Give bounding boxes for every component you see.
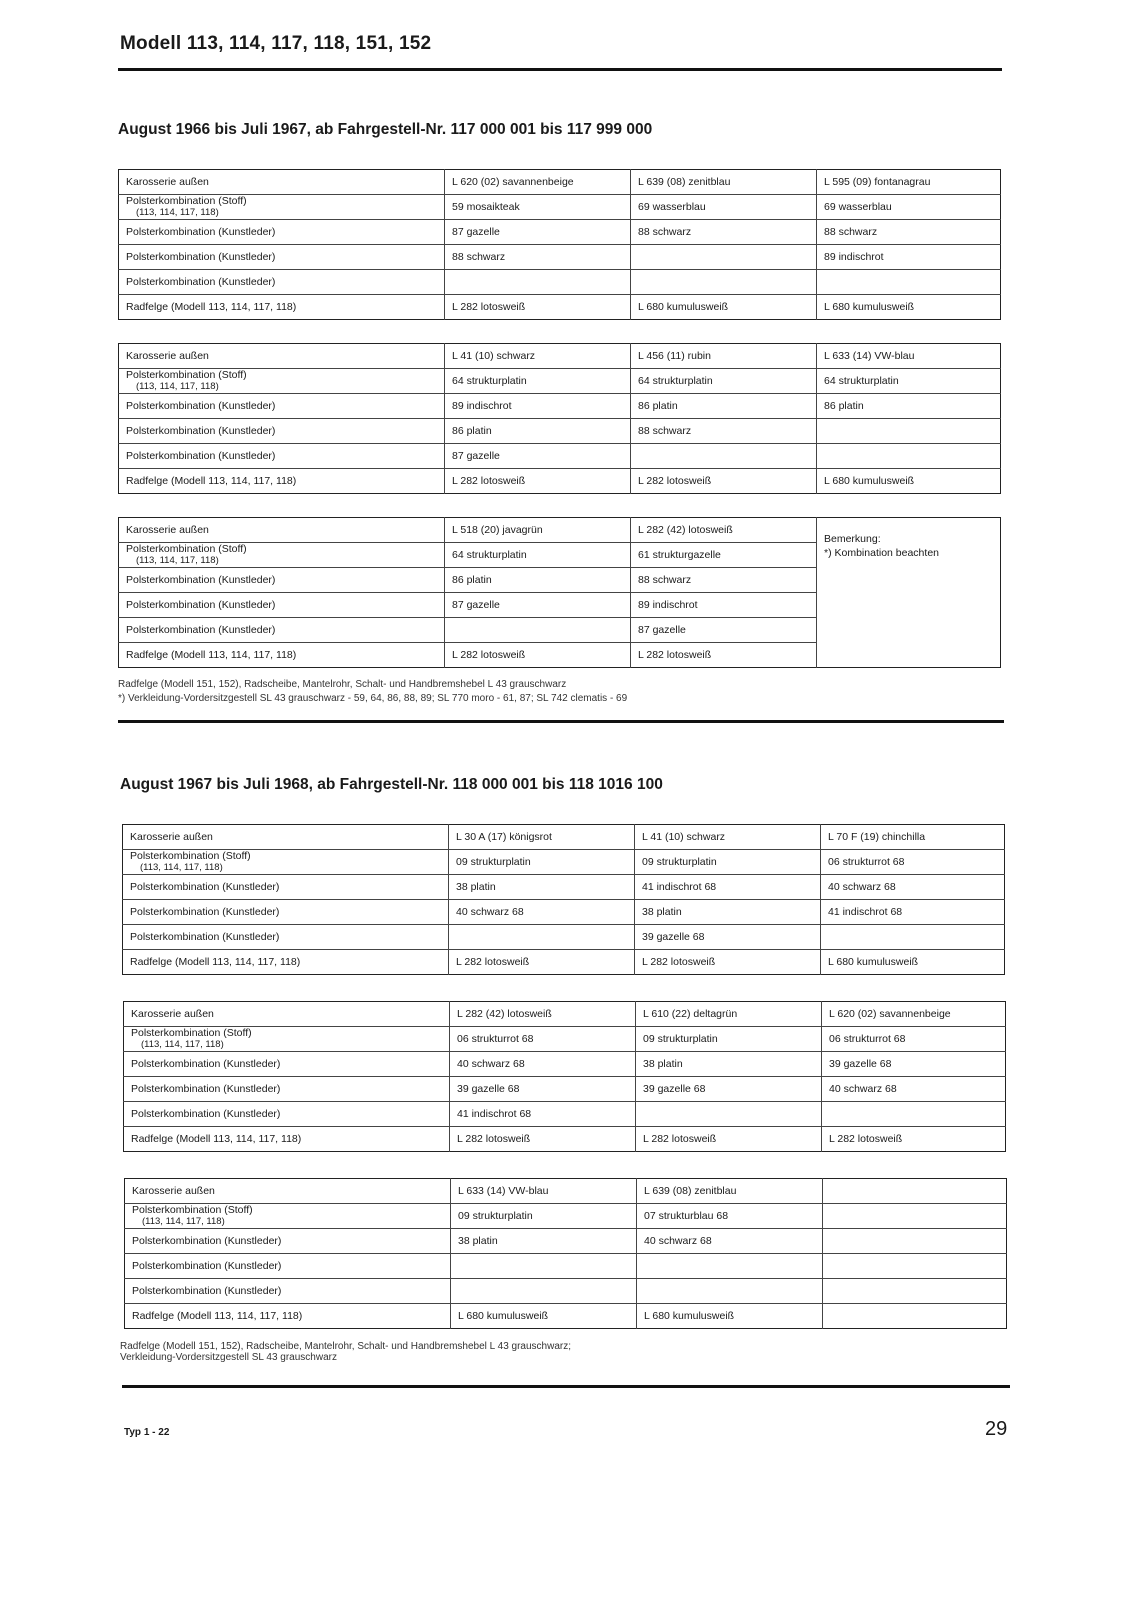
row-label (119, 518, 445, 543)
table-cell: 41 indischrot 68 (635, 875, 821, 900)
table-row (119, 469, 1001, 494)
row-label-models: (113, 114, 117, 118) (141, 1039, 224, 1050)
remark-cell (817, 518, 1001, 668)
table-cell: L 639 (08) zenitblau (637, 1179, 823, 1204)
row-label-text: Radfelge (Modell 113, 114, 117, 118) (130, 955, 301, 968)
row-label (125, 1229, 451, 1254)
table-cell: L 680 kumulusweiß (631, 295, 817, 320)
table-cell (637, 1254, 823, 1279)
row-label (124, 1027, 450, 1052)
table-cell: 40 schwarz 68 (449, 900, 635, 925)
row-label (123, 825, 449, 850)
table-cell: L 282 (42) lotosweiß (631, 518, 817, 543)
row-label-text: Radfelge (Modell 113, 114, 117, 118) (132, 1309, 303, 1322)
table-cell: L 456 (11) rubin (631, 344, 817, 369)
table-cell: L 518 (20) javagrün (445, 518, 631, 543)
row-label-text: Polsterkombination (Kunstleder) (132, 1234, 282, 1247)
table-cell: 86 platin (445, 568, 631, 593)
row-label (119, 618, 445, 643)
table-cell (449, 925, 635, 950)
footnote: Radfelge (Modell 151, 152), Radscheibe, Mantelrohr, Schalt- und Handbremshebel L 43 grauschwarz (118, 679, 567, 690)
table-row (119, 220, 1001, 245)
header-rule (118, 68, 1002, 71)
row-label-text: Polsterkombination (Kunstleder) (131, 1082, 281, 1095)
table-row (125, 1229, 1007, 1254)
section-rule (118, 720, 1004, 723)
row-label-text: Polsterkombination (Stoff) (131, 1027, 252, 1039)
row-label (123, 850, 449, 875)
table-row (125, 1179, 1007, 1204)
color-table (122, 824, 1005, 975)
table-cell: L 282 lotosweiß (445, 643, 631, 668)
table-row (125, 1204, 1007, 1229)
table-row (119, 295, 1001, 320)
table-row (123, 850, 1005, 875)
table-cell: 88 schwarz (445, 245, 631, 270)
row-label-models: (113, 114, 117, 118) (140, 862, 223, 873)
color-table (118, 343, 1001, 494)
row-label (124, 1127, 450, 1152)
table-cell: L 595 (09) fontanagrau (817, 170, 1001, 195)
table-row (123, 875, 1005, 900)
table-row (125, 1254, 1007, 1279)
row-label-text: Radfelge (Modell 113, 114, 117, 118) (126, 648, 297, 661)
color-table (118, 169, 1001, 320)
table-cell: L 282 lotosweiß (822, 1127, 1006, 1152)
table-cell: 88 schwarz (631, 419, 817, 444)
table-row (119, 344, 1001, 369)
table-cell: 87 gazelle (631, 618, 817, 643)
table-row (119, 195, 1001, 220)
row-label-text: Radfelge (Modell 113, 114, 117, 118) (126, 474, 297, 487)
row-label-text: Polsterkombination (Stoff) (126, 195, 247, 207)
remark-title: Bemerkung: (824, 533, 881, 545)
table-row (124, 1002, 1006, 1027)
table-row (124, 1027, 1006, 1052)
row-label (119, 270, 445, 295)
table-cell (823, 1204, 1007, 1229)
table-cell: L 282 lotosweiß (450, 1127, 636, 1152)
row-label-text: Polsterkombination (Kunstleder) (126, 399, 276, 412)
row-label-text: Polsterkombination (Kunstleder) (132, 1259, 282, 1272)
table-cell (823, 1229, 1007, 1254)
table-cell (821, 925, 1005, 950)
table-cell: 41 indischrot 68 (821, 900, 1005, 925)
table-row (123, 950, 1005, 975)
color-table (124, 1178, 1007, 1329)
row-label (119, 568, 445, 593)
row-label-text: Polsterkombination (Stoff) (126, 543, 247, 555)
table-cell (445, 270, 631, 295)
row-label (123, 950, 449, 975)
table-cell: 09 strukturplatin (451, 1204, 637, 1229)
row-label-text: Polsterkombination (Kunstleder) (130, 905, 280, 918)
row-label-text: Polsterkombination (Stoff) (130, 850, 251, 862)
table-cell: L 70 F (19) chinchilla (821, 825, 1005, 850)
table-cell: L 282 lotosweiß (445, 295, 631, 320)
table-cell: 69 wasserblau (631, 195, 817, 220)
row-label (119, 245, 445, 270)
table-cell: 61 strukturgazelle (631, 543, 817, 568)
table-cell (636, 1102, 822, 1127)
row-label (119, 220, 445, 245)
row-label (123, 900, 449, 925)
table-row (123, 825, 1005, 850)
row-label (119, 170, 445, 195)
table-cell: L 41 (10) schwarz (635, 825, 821, 850)
table-cell: 64 strukturplatin (445, 369, 631, 394)
row-label-text: Karosserie außen (132, 1184, 215, 1197)
row-label-text: Radfelge (Modell 113, 114, 117, 118) (131, 1132, 302, 1145)
table-cell: L 680 kumulusweiß (817, 469, 1001, 494)
row-label (119, 195, 445, 220)
table-cell: 06 strukturrot 68 (450, 1027, 636, 1052)
section-rule (122, 1385, 1010, 1388)
table-cell: 86 platin (445, 419, 631, 444)
row-label-text: Polsterkombination (Kunstleder) (126, 275, 276, 288)
table-row (124, 1102, 1006, 1127)
table-row (119, 444, 1001, 469)
table-cell: L 633 (14) VW-blau (817, 344, 1001, 369)
table-row (119, 270, 1001, 295)
row-label-text: Karosserie außen (130, 830, 213, 843)
table-row (125, 1304, 1007, 1329)
table-cell: 88 schwarz (631, 568, 817, 593)
table-cell (817, 444, 1001, 469)
table-cell: 39 gazelle 68 (822, 1052, 1006, 1077)
row-label (119, 295, 445, 320)
table-cell (822, 1102, 1006, 1127)
table-cell: L 30 A (17) königsrot (449, 825, 635, 850)
table-cell: 39 gazelle 68 (450, 1077, 636, 1102)
row-label (125, 1279, 451, 1304)
table-row (119, 170, 1001, 195)
table-cell (451, 1279, 637, 1304)
row-label-text: Polsterkombination (Kunstleder) (126, 573, 276, 586)
table-cell: 09 strukturplatin (635, 850, 821, 875)
table-cell: 40 schwarz 68 (450, 1052, 636, 1077)
table-cell (451, 1254, 637, 1279)
table-cell: 89 indischrot (445, 394, 631, 419)
row-label-models: (113, 114, 117, 118) (136, 381, 219, 392)
type-code: Typ 1 - 22 (124, 1427, 170, 1438)
row-label-text: Karosserie außen (126, 349, 209, 362)
table-cell (823, 1179, 1007, 1204)
table-cell: 88 schwarz (631, 220, 817, 245)
table-cell: 38 platin (451, 1229, 637, 1254)
table-cell: 40 schwarz 68 (637, 1229, 823, 1254)
table-cell: L 282 lotosweiß (636, 1127, 822, 1152)
row-label-text: Polsterkombination (Stoff) (132, 1204, 253, 1216)
row-label (125, 1179, 451, 1204)
table-cell: 88 schwarz (817, 220, 1001, 245)
table-cell: L 633 (14) VW-blau (451, 1179, 637, 1204)
table-cell: L 282 lotosweiß (631, 469, 817, 494)
table-cell: L 620 (02) savannenbeige (822, 1002, 1006, 1027)
table-cell: 38 platin (635, 900, 821, 925)
row-label-models: (113, 114, 117, 118) (142, 1216, 225, 1227)
table-cell (637, 1279, 823, 1304)
row-label-text: Polsterkombination (Kunstleder) (126, 598, 276, 611)
table-cell (631, 270, 817, 295)
row-label-text: Polsterkombination (Kunstleder) (130, 880, 280, 893)
row-label-text: Karosserie außen (131, 1007, 214, 1020)
table-cell (823, 1304, 1007, 1329)
row-label (124, 1077, 450, 1102)
row-label (119, 643, 445, 668)
table-cell: 87 gazelle (445, 220, 631, 245)
table-cell: 40 schwarz 68 (822, 1077, 1006, 1102)
table-row (123, 900, 1005, 925)
row-label (119, 394, 445, 419)
table-cell: L 282 lotosweiß (635, 950, 821, 975)
row-label (124, 1102, 450, 1127)
table-cell: L 680 kumulusweiß (821, 950, 1005, 975)
row-label (119, 469, 445, 494)
table-cell: 59 mosaikteak (445, 195, 631, 220)
color-table (118, 517, 1001, 668)
table-row (119, 394, 1001, 419)
table-cell: 87 gazelle (445, 444, 631, 469)
row-label (119, 344, 445, 369)
table-cell: 89 indischrot (817, 245, 1001, 270)
row-label-text: Polsterkombination (Kunstleder) (131, 1107, 281, 1120)
table-cell: L 680 kumulusweiß (637, 1304, 823, 1329)
footnote: Radfelge (Modell 151, 152), Radscheibe, Mantelrohr, Schalt- und Handbremshebel L 43 grauschwarz; (120, 1341, 571, 1352)
footnote: *) Verkleidung-Vordersitzgestell SL 43 grauschwarz - 59, 64, 86, 88, 89; SL 770 moro - 61, 87; SL 742 clematis - 69 (118, 693, 628, 704)
row-label (125, 1304, 451, 1329)
row-label-models: (113, 114, 117, 118) (136, 207, 219, 218)
table-cell: L 41 (10) schwarz (445, 344, 631, 369)
table-cell: 64 strukturplatin (445, 543, 631, 568)
row-label-text: Polsterkombination (Stoff) (126, 369, 247, 381)
table-cell: L 680 kumulusweiß (817, 295, 1001, 320)
table-cell: L 282 lotosweiß (631, 643, 817, 668)
row-label (119, 369, 445, 394)
table-row (119, 419, 1001, 444)
table-cell: L 680 kumulusweiß (451, 1304, 637, 1329)
table-row (125, 1279, 1007, 1304)
row-label-models: (113, 114, 117, 118) (136, 555, 219, 566)
table-row (124, 1077, 1006, 1102)
table-cell: L 282 (42) lotosweiß (450, 1002, 636, 1027)
row-label (123, 925, 449, 950)
table-row (119, 518, 1001, 543)
table-cell: 86 platin (817, 394, 1001, 419)
table-cell: L 639 (08) zenitblau (631, 170, 817, 195)
row-label-text: Radfelge (Modell 113, 114, 117, 118) (126, 300, 297, 313)
table-cell: 09 strukturplatin (449, 850, 635, 875)
table-cell: L 610 (22) deltagrün (636, 1002, 822, 1027)
table-cell (823, 1254, 1007, 1279)
table-row (124, 1127, 1006, 1152)
row-label (125, 1204, 451, 1229)
table-cell: 39 gazelle 68 (635, 925, 821, 950)
row-label (119, 419, 445, 444)
table-row (124, 1052, 1006, 1077)
row-label-text: Polsterkombination (Kunstleder) (126, 250, 276, 263)
table-cell: 64 strukturplatin (817, 369, 1001, 394)
row-label-text: Polsterkombination (Kunstleder) (126, 623, 276, 636)
table-cell: 89 indischrot (631, 593, 817, 618)
row-label-text: Polsterkombination (Kunstleder) (126, 449, 276, 462)
row-label (125, 1254, 451, 1279)
table-cell: 06 strukturrot 68 (822, 1027, 1006, 1052)
table-row (123, 925, 1005, 950)
row-label-text: Karosserie außen (126, 523, 209, 536)
row-label-text: Polsterkombination (Kunstleder) (126, 225, 276, 238)
row-label (123, 875, 449, 900)
table-cell: 64 strukturplatin (631, 369, 817, 394)
row-label (119, 593, 445, 618)
color-table (123, 1001, 1006, 1152)
table-cell (817, 419, 1001, 444)
table-cell: L 282 lotosweiß (445, 469, 631, 494)
row-label-text: Polsterkombination (Kunstleder) (126, 424, 276, 437)
table-cell (631, 444, 817, 469)
table-cell: 06 strukturrot 68 (821, 850, 1005, 875)
row-label (119, 444, 445, 469)
row-label (124, 1002, 450, 1027)
table-cell: 38 platin (449, 875, 635, 900)
section-title: August 1966 bis Juli 1967, ab Fahrgestell-Nr. 117 000 001 bis 117 999 000 (118, 121, 653, 138)
footnote: Verkleidung-Vordersitzgestell SL 43 grauschwarz (120, 1352, 337, 1363)
table-cell (817, 270, 1001, 295)
table-cell: 09 strukturplatin (636, 1027, 822, 1052)
table-row (119, 245, 1001, 270)
row-label-text: Polsterkombination (Kunstleder) (130, 930, 280, 943)
row-label-text: Polsterkombination (Kunstleder) (131, 1057, 281, 1070)
table-cell: 38 platin (636, 1052, 822, 1077)
table-row (119, 369, 1001, 394)
page-number: 29 (985, 1418, 1008, 1440)
table-cell: 07 strukturblau 68 (637, 1204, 823, 1229)
page-title: Modell 113, 114, 117, 118, 151, 152 (120, 33, 432, 54)
table-cell: 39 gazelle 68 (636, 1077, 822, 1102)
row-label-text: Karosserie außen (126, 175, 209, 188)
row-label (119, 543, 445, 568)
table-cell: 86 platin (631, 394, 817, 419)
remark-text: *) Kombination beachten (824, 547, 939, 559)
table-cell: L 620 (02) savannenbeige (445, 170, 631, 195)
table-cell (823, 1279, 1007, 1304)
row-label-text: Polsterkombination (Kunstleder) (132, 1284, 282, 1297)
table-cell: L 282 lotosweiß (449, 950, 635, 975)
section-title: August 1967 bis Juli 1968, ab Fahrgestell-Nr. 118 000 001 bis 118 1016 100 (120, 776, 663, 793)
table-cell: 41 indischrot 68 (450, 1102, 636, 1127)
table-cell: 87 gazelle (445, 593, 631, 618)
table-cell (445, 618, 631, 643)
table-cell: 40 schwarz 68 (821, 875, 1005, 900)
table-cell: 69 wasserblau (817, 195, 1001, 220)
table-cell (631, 245, 817, 270)
row-label (124, 1052, 450, 1077)
